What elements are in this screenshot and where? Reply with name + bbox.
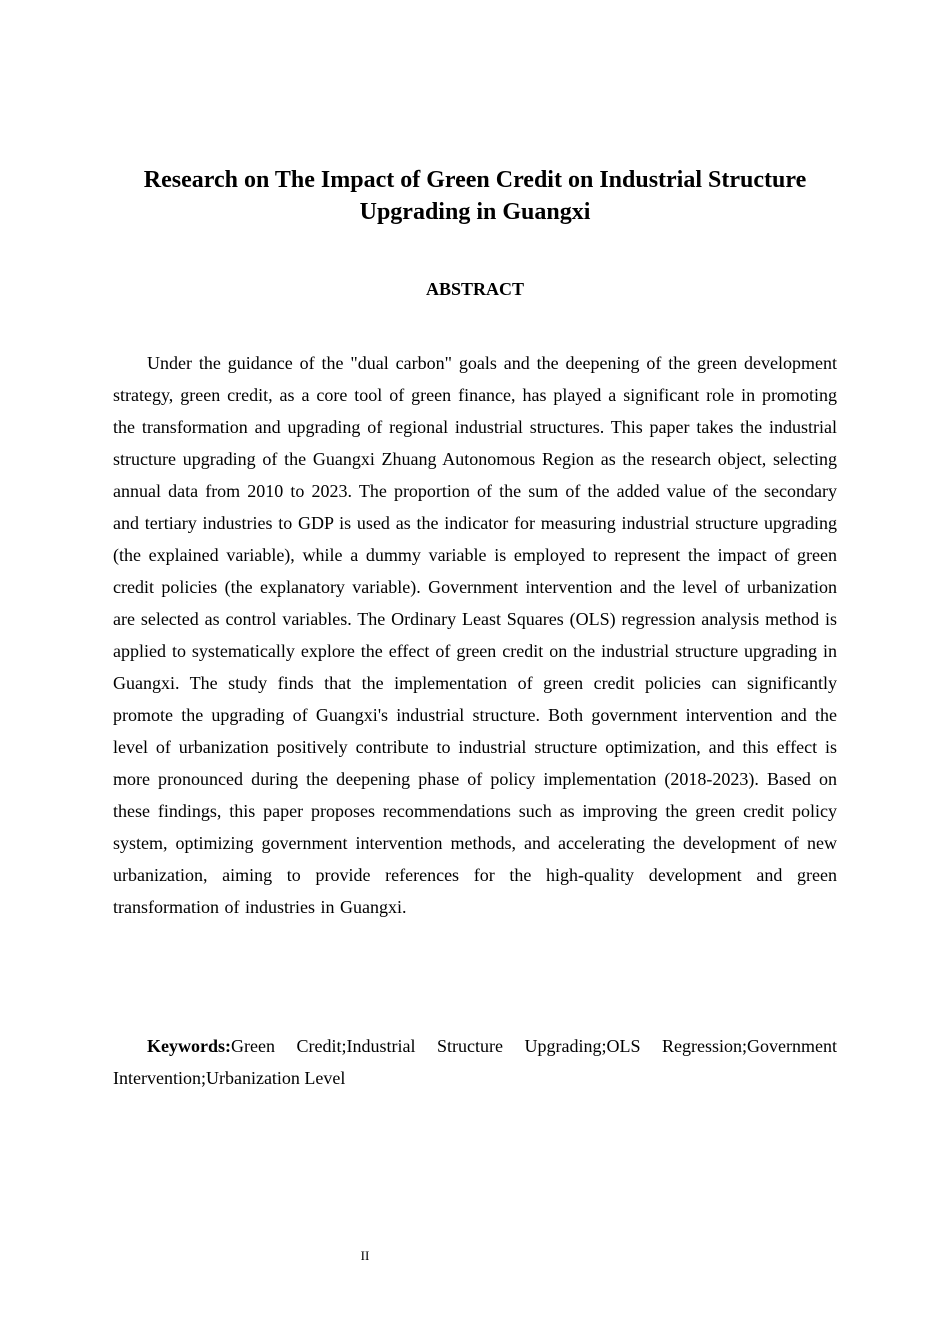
abstract-body: Under the guidance of the "dual carbon" goals and the deepening of the green development strategy, green credit, as a core tool of green finance, has played a significant role in promoting the transformation and upgrading of regional industrial structures. This paper takes the industrial structure upgrading of the Guangxi Zhuang Autonomous Region as the research object, selecting annual data from 2010 to 2023. The proportion of the sum of the added value of the secondary and tertiary industries to GDP is used as the indicator for measuring industrial structure upgrading (the explained variable), while a dummy variable is employed to represent the impact of green credit policies (the explanatory variable). Government intervention and the level of urbanization are selected as control variables. The Ordinary Least Squares (OLS) regression analysis method is applied to systematically explore the effect of green credit on the industrial structure upgrading in Guangxi. The study finds that the implementation of green credit policies can significantly promote the upgrading of Guangxi's industrial structure. Both government intervention and the level of urbanization positively contribute to industrial structure optimization, and this effect is more pronounced during the deepening phase of policy implementation (2018-2023). Based on these findings, this paper proposes recommendations such as improving the green credit policy system, optimizing government intervention methods, and accelerating the development of new urbanization, aiming to provide references for the high-quality development and green transformation of industries in Guangxi. <box>113 353 837 917</box>
keywords-list: Green Credit;Industrial Structure Upgrading;OLS Regression;Government Intervention;Urbanization Level <box>113 1036 837 1088</box>
abstract-heading: ABSTRACT <box>425 279 525 299</box>
keywords-label: Keywords: <box>147 1036 231 1056</box>
paper-title: Research on The Impact of Green Credit on Industrial Structure Upgrading in Guangxi <box>143 167 807 225</box>
keywords-paragraph <box>113 1030 837 1094</box>
page-number: II <box>360 1248 370 1263</box>
